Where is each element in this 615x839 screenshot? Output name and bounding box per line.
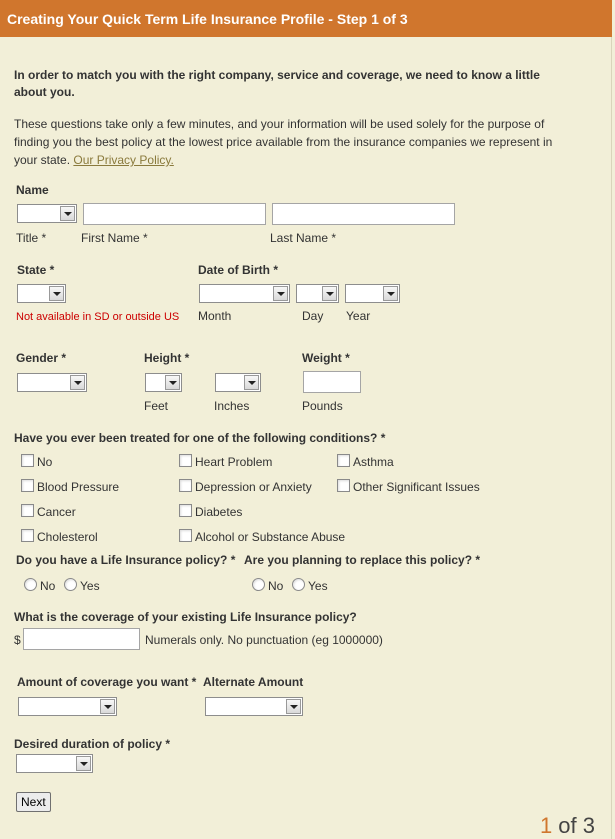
inches-label: Inches <box>214 399 250 413</box>
condition-label-diabetes: Diabetes <box>195 505 243 519</box>
duration-select[interactable] <box>16 754 93 773</box>
conditions-question: Have you ever been treated for one of the following conditions? * <box>14 431 386 445</box>
page-header <box>0 0 612 37</box>
height-feet-select[interactable] <box>145 373 182 392</box>
replace-policy-question: Are you planning to replace this policy? * <box>244 553 481 567</box>
month-label: Month <box>198 309 232 323</box>
has-policy-no-radio[interactable] <box>24 578 37 591</box>
condition-checkbox-asthma[interactable] <box>337 454 350 467</box>
page-title: Creating Your Quick Term Life Insurance Profile - Step 1 of 3 <box>7 11 408 27</box>
state-note: Not available in SD or outside US <box>16 311 180 323</box>
title-label: Title * <box>16 231 47 245</box>
weight-label: Weight * <box>302 351 350 365</box>
replace-no-radio[interactable] <box>252 578 265 591</box>
title-select[interactable] <box>17 204 77 223</box>
weight-input[interactable] <box>303 371 361 393</box>
height-inches-select[interactable] <box>215 373 261 392</box>
existing-coverage-input[interactable] <box>23 628 140 650</box>
replace-yes-label: Yes <box>308 579 328 593</box>
condition-label-blood-pressure: Blood Pressure <box>37 480 120 494</box>
condition-label-alcohol: Alcohol or Substance Abuse <box>195 530 346 544</box>
condition-label-asthma: Asthma <box>353 455 394 469</box>
existing-coverage-hint: Numerals only. No punctuation (eg 1000000) <box>145 633 383 647</box>
condition-label-depression: Depression or Anxiety <box>195 480 312 494</box>
page-total: of 3 <box>552 813 595 838</box>
condition-checkbox-alcohol[interactable] <box>179 529 192 542</box>
chevron-down-icon <box>100 699 115 714</box>
chevron-down-icon <box>76 756 91 771</box>
has-policy-yes-radio[interactable] <box>64 578 77 591</box>
condition-checkbox-blood-pressure[interactable] <box>21 479 34 492</box>
day-label: Day <box>302 309 324 323</box>
feet-label: Feet <box>144 399 169 413</box>
has-policy-yes-label: Yes <box>80 579 100 593</box>
chevron-down-icon <box>49 286 64 301</box>
state-label: State * <box>17 263 55 277</box>
currency-symbol: $ <box>14 633 21 647</box>
dob-month-select[interactable] <box>199 284 290 303</box>
next-button[interactable]: Next <box>16 792 51 812</box>
condition-label-heart: Heart Problem <box>195 455 273 469</box>
dob-label: Date of Birth * <box>198 263 279 277</box>
intro-heading: In order to match you with the right company, service and coverage, we need to know a little about you. <box>14 68 540 99</box>
dob-year-select[interactable] <box>345 284 400 303</box>
chevron-down-icon <box>322 286 337 301</box>
alternate-amount-select[interactable] <box>205 697 303 716</box>
alternate-amount-label: Alternate Amount <box>203 675 304 689</box>
page-indicator <box>540 813 595 839</box>
gender-label: Gender * <box>16 351 67 365</box>
chevron-down-icon <box>244 375 259 390</box>
pounds-label: Pounds <box>302 399 343 413</box>
current-page: 1 <box>539 813 553 838</box>
state-select[interactable] <box>17 284 66 303</box>
chevron-down-icon <box>383 286 398 301</box>
first-name-input[interactable] <box>83 203 266 225</box>
condition-checkbox-diabetes[interactable] <box>179 504 192 517</box>
year-label: Year <box>346 309 371 323</box>
first-name-label: First Name * <box>81 231 148 245</box>
chevron-down-icon <box>286 699 301 714</box>
condition-checkbox-cancer[interactable] <box>21 504 34 517</box>
coverage-want-select[interactable] <box>18 697 117 716</box>
condition-label-no: No <box>37 455 53 469</box>
has-policy-question: Do you have a Life Insurance policy? * <box>16 553 236 567</box>
chevron-down-icon <box>70 375 85 390</box>
name-heading: Name <box>16 183 49 197</box>
privacy-policy-link[interactable]: Our Privacy Policy. <box>73 153 174 167</box>
replace-yes-radio[interactable] <box>292 578 305 591</box>
chevron-down-icon <box>273 286 288 301</box>
existing-coverage-question: What is the coverage of your existing Life Insurance policy? <box>14 610 357 624</box>
last-name-input[interactable] <box>272 203 455 225</box>
replace-no-label: No <box>268 579 284 593</box>
condition-checkbox-other[interactable] <box>337 479 350 492</box>
duration-label: Desired duration of policy * <box>14 737 171 751</box>
condition-checkbox-heart[interactable] <box>179 454 192 467</box>
condition-checkbox-cholesterol[interactable] <box>21 529 34 542</box>
last-name-label: Last Name * <box>270 231 337 245</box>
intro-text <box>14 115 559 169</box>
gender-select[interactable] <box>17 373 87 392</box>
condition-label-cancer: Cancer <box>37 505 76 519</box>
chevron-down-icon <box>165 375 180 390</box>
intro-body: These questions take only a few minutes, and your information will be used solely for the purpose of finding you the best policy at the lowest price available from the insurance companies we represent in your state. <box>14 117 553 167</box>
condition-checkbox-no[interactable] <box>21 454 34 467</box>
has-policy-no-label: No <box>40 579 56 593</box>
chevron-down-icon <box>60 206 75 221</box>
height-label: Height * <box>144 351 190 365</box>
dob-day-select[interactable] <box>296 284 339 303</box>
condition-checkbox-depression[interactable] <box>179 479 192 492</box>
condition-label-other: Other Significant Issues <box>353 480 480 494</box>
condition-label-cholesterol: Cholesterol <box>37 530 98 544</box>
coverage-want-label: Amount of coverage you want * <box>17 675 197 689</box>
